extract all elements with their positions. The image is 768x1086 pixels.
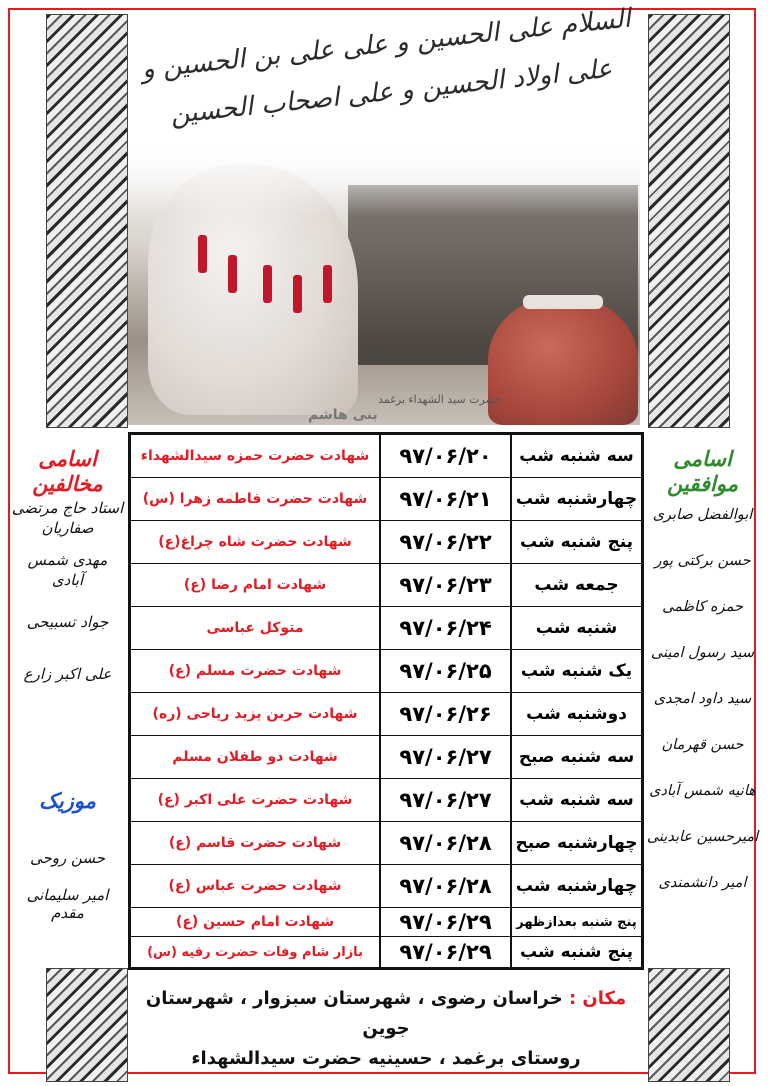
- date-cell: ۹۷/۰۶/۲۹: [379, 908, 510, 936]
- red-tassel: [198, 235, 207, 273]
- date-cell: ۹۷/۰۶/۲۶: [379, 693, 510, 735]
- date-cell: ۹۷/۰۶/۲۳: [379, 564, 510, 606]
- opponent-name: استاد حاج مرتضی صفاریان: [11, 499, 124, 537]
- proponent-name: ابوالفضل صابری: [652, 507, 753, 523]
- red-tassel: [293, 275, 302, 313]
- table-row: [131, 908, 641, 937]
- day-cell: چهارشنبه شب: [510, 478, 641, 520]
- proponents-title: اسامی موافقین: [667, 446, 738, 496]
- date-cell: ۹۷/۰۶/۲۱: [379, 478, 510, 520]
- event-cell: شهادت حضرت حمزه سیدالشهداء: [140, 448, 370, 464]
- table-row: [131, 478, 641, 521]
- event-cell: شهادت حضرت قاسم (ع): [168, 835, 342, 851]
- proponent-name: امیرحسین عابدینی: [646, 829, 759, 845]
- opponent-name: علی اکبر زارع: [23, 665, 112, 683]
- venue-line-1: [128, 984, 644, 1044]
- table-row: [131, 521, 641, 564]
- date-cell: ۹۷/۰۶/۲۷: [379, 779, 510, 821]
- table-row: [131, 736, 641, 779]
- event-cell: شهادت حضرت مسلم (ع): [168, 663, 342, 679]
- red-tassel: [228, 255, 237, 293]
- event-cell: متوکل عباسی: [206, 620, 304, 636]
- proponent-name: حمزه کاظمی: [662, 599, 743, 615]
- day-cell: یک شنبه شب: [510, 650, 641, 692]
- music-name: حسن روحی: [29, 849, 106, 867]
- day-cell: چهارشنبه صبح: [510, 822, 641, 864]
- banner-photo: [128, 145, 640, 425]
- day-cell: سه شنبه شب: [510, 779, 641, 821]
- table-row: [131, 693, 641, 736]
- table-row: [131, 435, 641, 478]
- day-cell: پنج شنبه شب: [510, 937, 641, 967]
- proponents-list: [645, 492, 760, 906]
- calligraphy-ornament-bottom-right: [648, 968, 730, 1082]
- red-tassel: [263, 265, 272, 303]
- event-cell: شهادت امام رضا (ع): [183, 577, 327, 593]
- performer: [488, 295, 638, 425]
- date-cell: ۹۷/۰۶/۲۰: [379, 435, 510, 477]
- event-cell: شهادت حضرت علی اکبر (ع): [157, 792, 353, 808]
- photo-caption-small: حضرت سید الشهداء برغمد: [378, 393, 502, 406]
- day-cell: پنج شنبه شب: [510, 521, 641, 563]
- table-row: [131, 650, 641, 693]
- date-cell: ۹۷/۰۶/۲۹: [379, 937, 510, 967]
- opponents-title: اسامی مخالفین: [32, 446, 103, 496]
- opponent-name: جواد تسبیحی: [26, 613, 109, 631]
- proponent-name: حسن قهرمان: [661, 737, 744, 753]
- calligraphy-ornament-right: [648, 14, 730, 428]
- day-cell: چهارشنبه شب: [510, 865, 641, 907]
- table-row: [131, 822, 641, 865]
- event-cell: شهادت حضرت شاه چراغ(ع): [158, 534, 352, 550]
- table-row: [131, 779, 641, 822]
- day-cell: سه شنبه شب: [510, 435, 641, 477]
- venue-address-2: روستای برغمد ، حسینیه حضرت سیدالشهداء: [191, 1048, 581, 1069]
- proponent-name: هانیه شمس آبادی: [649, 783, 756, 799]
- event-cell: شهادت حربن یزید ریاحی (ره): [152, 706, 358, 722]
- table-row: [131, 564, 641, 607]
- date-cell: ۹۷/۰۶/۲۷: [379, 736, 510, 778]
- event-cell: شهادت دو طفلان مسلم: [172, 749, 338, 765]
- opponents-list: [10, 492, 125, 700]
- date-cell: ۹۷/۰۶/۲۲: [379, 521, 510, 563]
- venue-address-1: خراسان رضوی ، شهرستان سبزوار ، شهرستان جوین: [145, 988, 563, 1039]
- music-name: امیر سلیمانی مقدم: [26, 886, 109, 922]
- date-cell: ۹۷/۰۶/۲۴: [379, 607, 510, 649]
- day-cell: سه شنبه صبح: [510, 736, 641, 778]
- proponent-name: سید داود امجدی: [653, 691, 752, 707]
- schedule-table: [128, 432, 644, 970]
- calligraphy-ornament-bottom-left: [46, 968, 128, 1082]
- venue-block: [128, 984, 644, 1074]
- photo-caption-large: بنی هاشم: [308, 407, 378, 423]
- event-cell: بازار شام وفات حضرت رقیه (س): [147, 944, 363, 960]
- table-row: [131, 937, 641, 967]
- day-cell: شنبه شب: [510, 607, 641, 649]
- day-cell: جمعه شب: [510, 564, 641, 606]
- day-cell: دوشنبه شب: [510, 693, 641, 735]
- music-list: [10, 835, 125, 927]
- event-cell: شهادت امام حسین (ع): [175, 914, 335, 930]
- opponent-name: مهدی شمس آبادی: [27, 551, 108, 589]
- salutation-heading: السلام علی الحسین و علی علی بن الحسین و علی اولاد الحسین و علی اصحاب الحسین: [140, 3, 633, 131]
- red-tassel: [323, 265, 332, 303]
- top-fade: [128, 145, 640, 215]
- venue-label: مکان :: [568, 988, 627, 1009]
- proponent-name: سید رسول امینی: [650, 645, 755, 661]
- day-cell: پنج شنبه بعدازظهر: [510, 908, 641, 936]
- calligraphy-ornament-left: [46, 14, 128, 428]
- event-cell: شهادت حضرت عباس (ع): [168, 878, 342, 894]
- date-cell: ۹۷/۰۶/۲۸: [379, 822, 510, 864]
- proponent-name: حسن برکتی پور: [654, 553, 751, 569]
- headband: [523, 295, 603, 309]
- table-row: [131, 865, 641, 908]
- date-cell: ۹۷/۰۶/۲۸: [379, 865, 510, 907]
- music-title: موزیک: [39, 788, 96, 813]
- date-cell: ۹۷/۰۶/۲۵: [379, 650, 510, 692]
- event-cell: شهادت حضرت فاطمه زهرا (س): [142, 491, 368, 507]
- table-row: [131, 607, 641, 650]
- proponent-name: امیر دانشمندی: [658, 875, 747, 891]
